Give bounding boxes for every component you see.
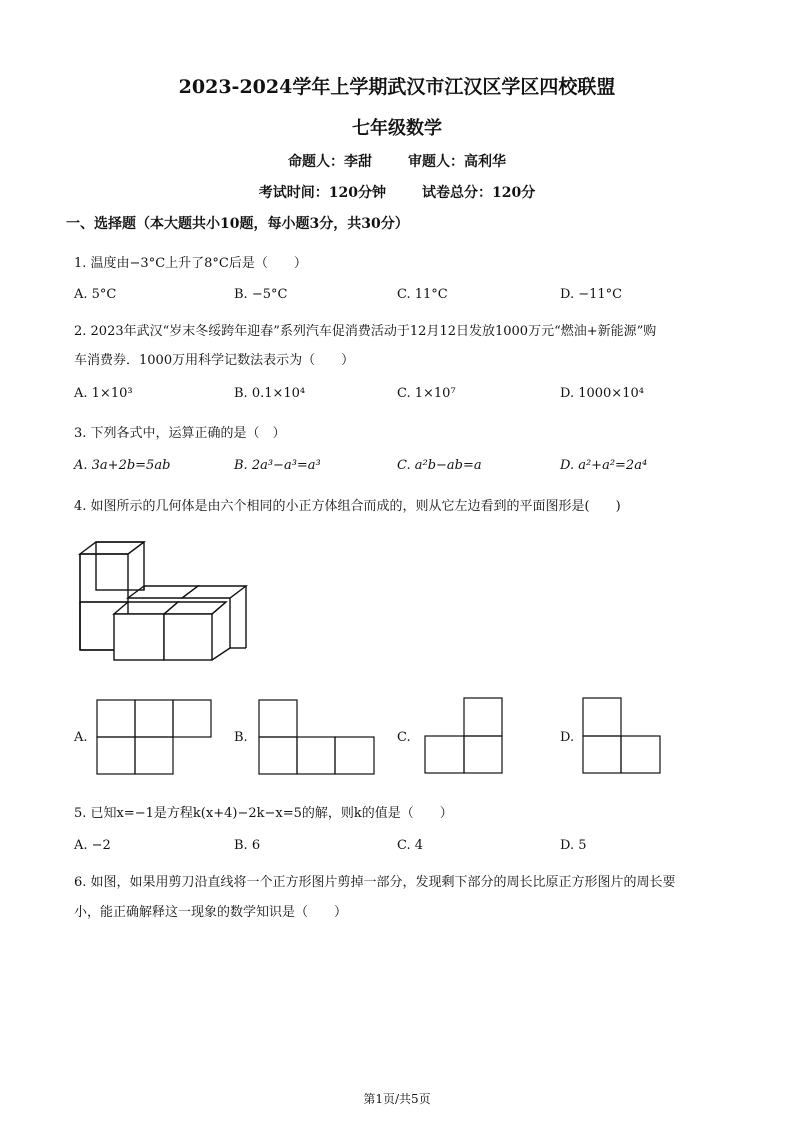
- q4-option-d-figure: [582, 697, 662, 775]
- q4-option-b[interactable]: B.: [234, 730, 248, 745]
- q1-option-d[interactable]: D. −11°C: [560, 287, 623, 302]
- score-line: 试卷总分：120分: [422, 185, 536, 201]
- q2-option-b[interactable]: B. 0.1×10⁴: [234, 386, 306, 401]
- q1-option-b[interactable]: B. −5°C: [234, 287, 288, 302]
- reviewer-line: 审题人：高利华: [408, 154, 506, 170]
- q4-option-c-figure: [424, 697, 504, 775]
- question-1: 1. 温度由−3°C上升了8°C后是（ ）: [74, 256, 307, 271]
- q5-option-a[interactable]: A. −2: [74, 838, 111, 853]
- q5-option-b[interactable]: B. 6: [234, 838, 261, 853]
- question-2-line2: 车消费券．1000万用科学记数法表示为（ ）: [74, 353, 355, 368]
- exam-title: 2023-2024学年上学期武汉市江汉区学区四校联盟: [178, 76, 616, 98]
- q4-option-c[interactable]: C.: [397, 730, 411, 745]
- q4-option-d[interactable]: D.: [560, 730, 575, 745]
- question-6-line1: 6. 如图，如果用剪刀沿直线将一个正方形图片剪掉一部分，发现剩下部分的周长比原正方形图片的周长要: [74, 875, 676, 890]
- page-number: 第1页/共5页: [363, 1092, 431, 1106]
- time-line: 考试时间：120分钟: [258, 185, 386, 201]
- q2-option-c[interactable]: C. 1×10⁷: [397, 386, 456, 401]
- question-4: 4. 如图所示的几何体是由六个相同的小正方体组合而成的，则从它左边看到的平面图形是( ): [74, 499, 621, 514]
- q4-option-a[interactable]: A.: [74, 730, 88, 745]
- q3-option-b[interactable]: B. 2a³−a³=a³: [234, 458, 321, 473]
- q5-option-d[interactable]: D. 5: [560, 838, 587, 853]
- q2-option-d[interactable]: D. 1000×10⁴: [560, 386, 644, 401]
- exam-subject: 七年级数学: [352, 118, 442, 139]
- time-score-line: [0, 182, 794, 202]
- q3-option-a[interactable]: A. 3a+2b=5ab: [74, 458, 171, 473]
- author-reviewer-line: [0, 151, 794, 171]
- cube-solid-figure: [74, 536, 254, 656]
- q1-option-c[interactable]: C. 11°C: [397, 287, 448, 302]
- author-line: 命题人：李甜: [288, 154, 372, 170]
- question-2-line1: 2. 2023年武汉“岁末冬绥跨年迎春”系列汽车促消费活动于12月12日发放1000万元“燃油+新能源”购: [74, 324, 657, 339]
- q3-option-c[interactable]: C. a²b−ab=a: [397, 458, 482, 473]
- q3-option-d[interactable]: D. a²+a²=2a⁴: [560, 458, 648, 473]
- q1-option-a[interactable]: A. 5°C: [74, 287, 117, 302]
- q4-option-b-figure: [258, 699, 376, 775]
- q4-option-a-figure: [96, 699, 212, 775]
- question-5: 5. 已知x=−1是方程k(x+4)−2k−x=5的解，则k的值是（ ）: [74, 806, 453, 821]
- question-6-line2: 小，能正确解释这一现象的数学知识是（ ）: [74, 905, 348, 920]
- q2-option-a[interactable]: A. 1×10³: [74, 386, 133, 401]
- q5-option-c[interactable]: C. 4: [397, 838, 424, 853]
- question-3: 3. 下列各式中，运算正确的是（ ）: [74, 426, 286, 441]
- section-title: 一、选择题（本大题共小10题，每小题3分，共30分）: [66, 216, 409, 232]
